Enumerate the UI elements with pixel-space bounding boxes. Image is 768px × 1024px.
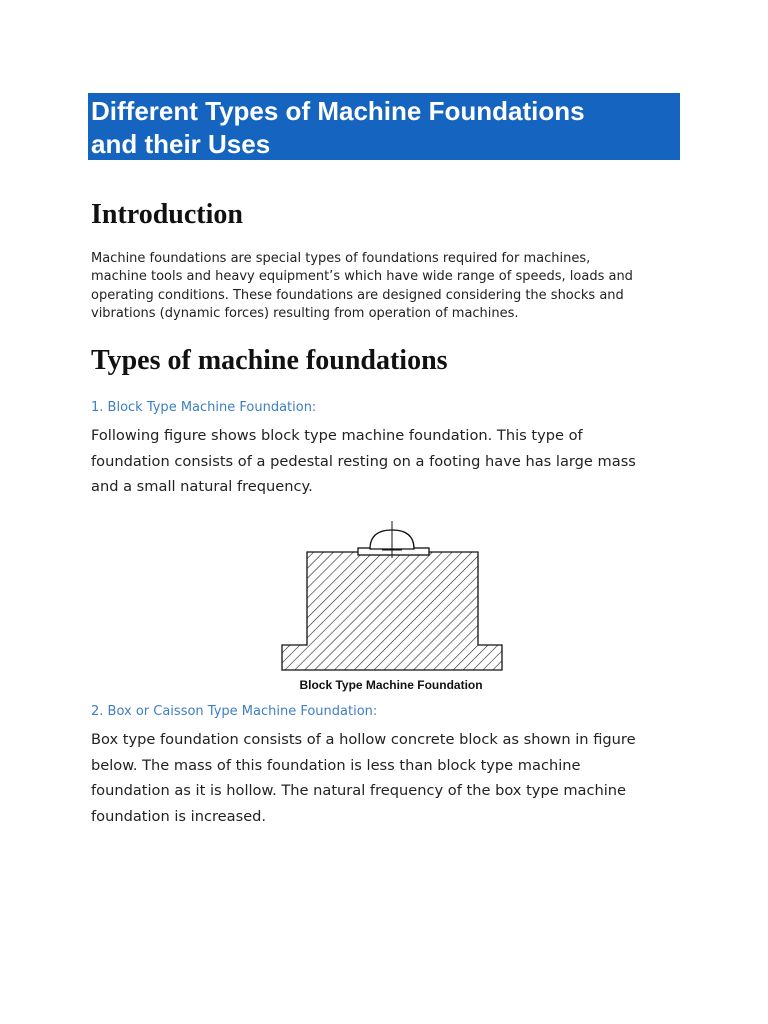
box-line: foundation is increased. (91, 807, 267, 825)
block-line: Following figure shows block type machine foundation. This type of (91, 427, 583, 444)
intro-line: vibrations (dynamic forces) resulting from operation of machines. (91, 305, 519, 321)
intro-line: operating conditions. These foundations are designed considering the shocks and (91, 287, 624, 303)
box-line: Box type foundation consists of a hollow concrete block as shown in figure (91, 731, 636, 748)
page-title (91, 95, 680, 161)
introduction-heading: Introduction (91, 199, 243, 230)
box-type-paragraph (91, 727, 691, 829)
box-line: below. The mass of this foundation is less than block type machine (91, 756, 581, 774)
intro-line: machine tools and heavy equipment’s which have wide range of speeds, loads and (91, 269, 633, 285)
block-line: and a small natural frequency. (91, 478, 313, 495)
block-foundation-figure (278, 518, 508, 698)
box-type-subheading: 2. Box or Caisson Type Machine Foundation: (91, 704, 378, 719)
block-type-subheading: 1. Block Type Machine Foundation: (91, 400, 317, 415)
types-heading: Types of machine foundations (91, 345, 448, 376)
page-title-line-2: and their Uses (91, 129, 271, 159)
title-banner (88, 93, 680, 160)
foundation-body (282, 552, 502, 670)
block-type-paragraph (91, 423, 691, 500)
block-line: foundation consists of a pedestal resting on a footing have has large mass (91, 452, 636, 470)
introduction-paragraph (91, 250, 691, 323)
page-title-line-1: Different Types of Machine Foundations (91, 96, 585, 126)
block-foundation-diagram (278, 518, 508, 678)
figure-caption: Block Type Machine Foundation (299, 678, 483, 692)
intro-line: Machine foundations are special types of foundations required for machines, (91, 251, 591, 266)
box-line: foundation as it is hollow. The natural frequency of the box type machine (91, 782, 627, 799)
